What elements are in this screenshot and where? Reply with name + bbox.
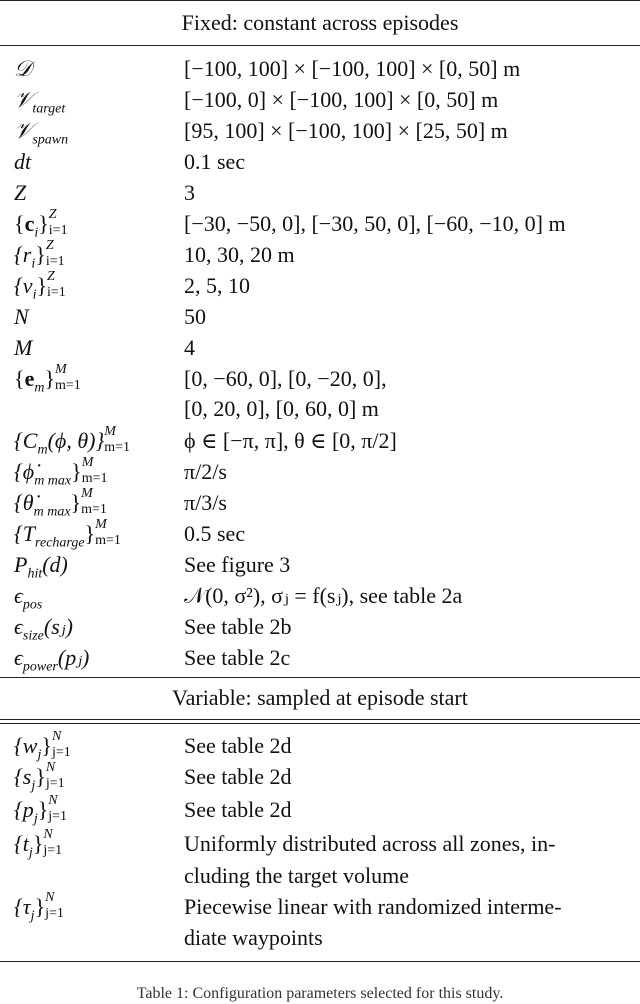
variable-heading-rule-2 [0, 723, 640, 724]
table-row [0, 581, 640, 612]
table-row [0, 333, 640, 364]
param-symbol: $\{v_i\}$ Z i=1 [14, 268, 66, 303]
param-symbol: $\{\phi̇_{m max}\}$ M m=1 [14, 454, 108, 489]
table-row [0, 147, 640, 178]
param-value: 2, 5, 10 [184, 273, 250, 298]
param-symbol: $\{c_i\}$ Z i=1 [14, 206, 68, 241]
param-value: 10, 30, 20 m [184, 242, 295, 267]
table-caption: Table 1: Configuration parameters selected for this study. [136, 985, 504, 1002]
param-symbol: $\{r_i\}$ Z i=1 [14, 237, 65, 272]
param-symbol: $\{w_j\}$ N j=1 [14, 728, 71, 763]
table-row [0, 643, 640, 674]
table-row [0, 178, 640, 209]
param-symbol: N [14, 304, 29, 329]
param-value: 𝒩(0, σ²), σⱼ = f(sⱼ), see table 2a [184, 583, 463, 608]
param-value-continued: [0, 20, 0], [0, 60, 0] m [184, 396, 379, 421]
table-row [0, 85, 640, 116]
table-row [0, 302, 640, 333]
param-value: [−100, 0] × [−100, 100] × [0, 50] m [184, 87, 499, 112]
param-value: [0, −60, 0], [0, −20, 0], [184, 366, 387, 391]
param-value: 0.5 sec [184, 521, 246, 546]
param-symbol: $\{s_j\}$ N j=1 [14, 759, 65, 794]
param-symbol: 𝒟 [14, 56, 32, 81]
param-symbol: Z [14, 180, 27, 205]
table-row [0, 485, 640, 520]
param-value: 3 [184, 180, 195, 205]
param-value: ϕ ∈ [−π, π], θ ∈ [0, π/2] [184, 428, 397, 453]
param-value: See table 2b [184, 614, 292, 639]
top-rule [0, 0, 640, 1]
param-value: Piecewise linear with randomized interme- [184, 894, 562, 919]
table-row [0, 826, 640, 891]
param-value: π/3/s [184, 490, 227, 515]
fixed-section-heading: Fixed: constant across episodes [181, 10, 459, 35]
param-value-continued: diate waypoints [184, 925, 323, 950]
param-symbol: $\{\thetȧ_{m max}\}$ M m=1 [14, 485, 107, 520]
table-row [0, 54, 640, 85]
table-row [0, 759, 640, 794]
fixed-heading-rule [0, 45, 640, 46]
param-symbol: $\{p_j\}$ N j=1 [14, 792, 68, 827]
param-value: See table 2d [184, 764, 292, 789]
param-symbol: {$C_m(\phi$, θ)} M m=1 [14, 423, 131, 458]
param-value: See table 2c [184, 645, 291, 670]
param-symbol: M [14, 335, 33, 360]
table-row [0, 728, 640, 763]
param-symbol: $\{T_{recharge}\}$ M m=1 [14, 516, 121, 551]
bottom-rule [0, 961, 640, 962]
param-symbol: 𝒱$_{target}$ [14, 87, 66, 117]
param-symbol: $\{t_j\}$ N j=1 [14, 826, 63, 861]
table-row [0, 361, 640, 426]
table-row [0, 550, 640, 581]
param-value: 50 [184, 304, 206, 329]
param-value: [−100, 100] × [−100, 100] × [0, 50] m [184, 56, 521, 81]
param-symbol: $\epsilon_{size}(sⱼ)$ [14, 614, 73, 644]
param-value: See figure 3 [184, 552, 291, 577]
param-value: [95, 100] × [−100, 100] × [25, 50] m [184, 118, 508, 143]
param-symbol: dt [14, 149, 32, 174]
param-value: π/2/s [184, 459, 227, 484]
table-row [0, 116, 640, 147]
param-symbol: $P_{hit}(d)$ [14, 552, 68, 582]
param-value: See table 2d [184, 733, 292, 758]
table-row [0, 206, 640, 241]
param-value: [−30, −50, 0], [−30, 50, 0], [−60, −10, 0] m [184, 211, 566, 236]
param-symbol: $\{e_m\}$ M m=1 [14, 361, 81, 396]
table-row [0, 423, 640, 458]
param-symbol: $\epsilon_{power}(pⱼ)$ [14, 645, 90, 675]
variable-section-top-rule [0, 677, 640, 678]
param-value: 4 [184, 335, 195, 360]
table-row [0, 268, 640, 303]
variable-heading-rule-1 [0, 719, 640, 720]
param-symbol: $\epsilon_{pos}$ [14, 583, 43, 613]
table-row [0, 454, 640, 489]
param-value: See table 2d [184, 797, 292, 822]
table-row [0, 612, 640, 643]
param-value: Uniformly distributed across all zones, in- [184, 831, 556, 856]
table-row [0, 237, 640, 272]
table-row [0, 889, 640, 954]
param-symbol: 𝒱$_{spawn}$ [14, 118, 69, 148]
param-symbol: $\{\tau_j\}$ N j=1 [14, 889, 64, 924]
table-row [0, 516, 640, 551]
param-value: 0.1 sec [184, 149, 246, 174]
table-row [0, 792, 640, 827]
variable-section-heading: Variable: sampled at episode start [172, 685, 468, 710]
param-value-continued: cluding the target volume [184, 863, 410, 888]
